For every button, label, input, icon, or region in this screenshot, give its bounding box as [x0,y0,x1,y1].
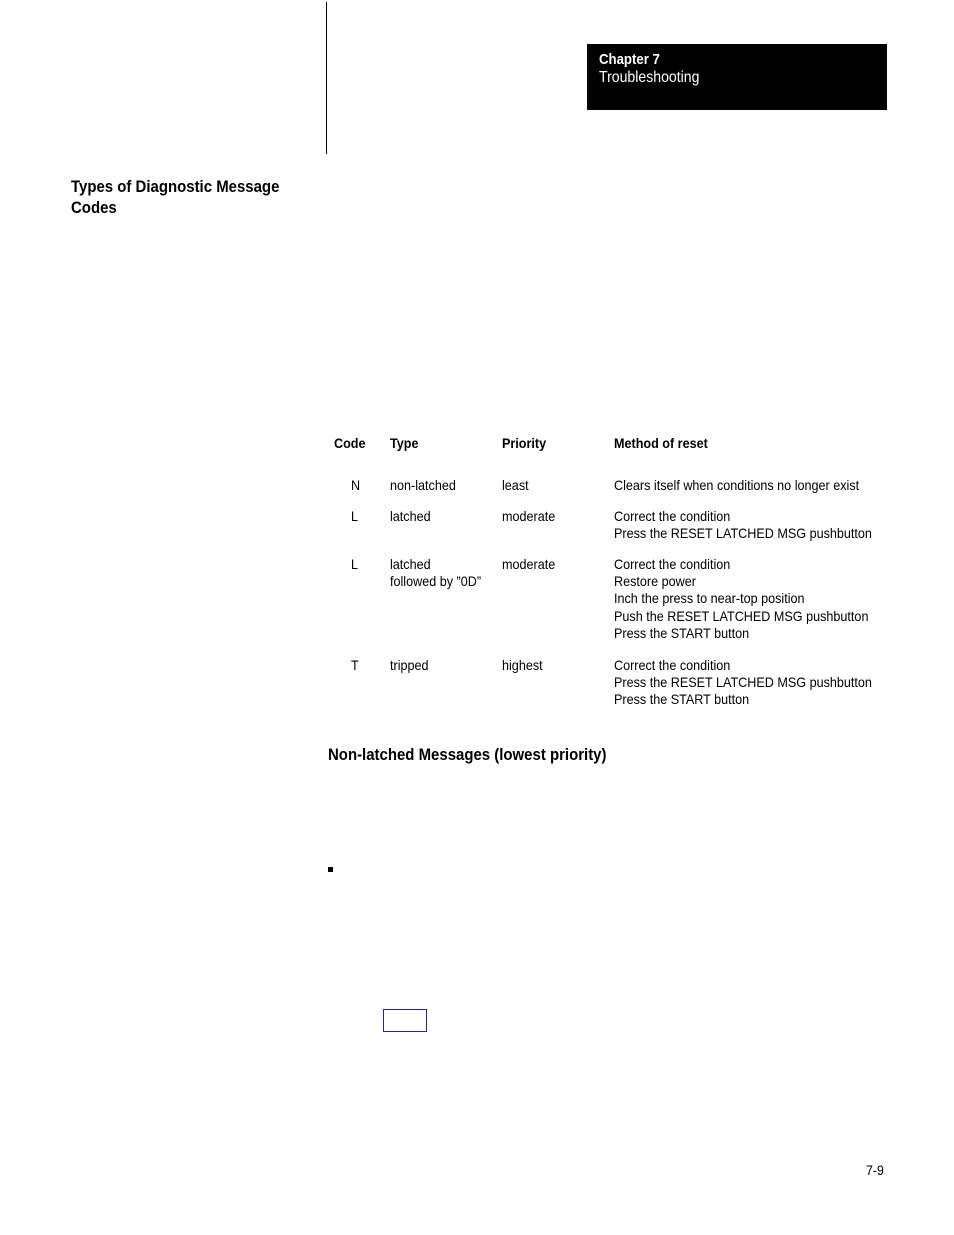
table-row [334,477,894,508]
type-line: followed by ”0D” [390,573,482,590]
type-cell [390,657,429,674]
type-line: latched [390,508,431,524]
chapter-header [587,44,887,110]
type-line: tripped [390,657,429,673]
code-cell: N [351,477,361,493]
column-header-method: Method of reset [614,435,708,451]
table-row [334,508,894,556]
method-cell [614,556,868,642]
table-row [334,657,894,717]
method-line: Restore power [614,573,696,590]
type-cell [390,556,481,590]
method-line: Push the RESET LATCHED MSG pushbutton [614,607,869,624]
priority-cell: least [502,477,529,493]
method-cell [614,508,872,542]
column-header-code: Code [334,435,366,451]
side-heading: Types of Diagnostic Message Codes [71,177,280,217]
type-line: non-latched [390,477,456,493]
method-line: Correct the condition [614,508,731,524]
method-cell [614,477,859,494]
method-line: Correct the condition [614,556,731,572]
priority-cell: moderate [502,508,556,524]
type-cell [390,508,431,525]
message-codes-table [334,435,894,717]
chapter-title: Troubleshooting [599,69,700,86]
table-row [334,556,894,657]
bullet-marker [328,867,333,872]
method-line: Correct the condition [614,657,731,673]
priority-cell: moderate [502,556,556,572]
column-header-priority: Priority [502,435,547,451]
code-cell: L [351,508,359,524]
method-cell [614,657,872,709]
page-number: 7-9 [866,1162,884,1178]
chapter-label: Chapter 7 [599,51,660,68]
priority-cell: highest [502,657,543,673]
section-heading: Non-latched Messages (lowest priority) [328,745,607,764]
code-cell: L [351,556,359,572]
code-cell: T [351,657,359,673]
method-line: Inch the press to near-top position [614,590,805,607]
method-line: Press the RESET LATCHED MSG pushbutton [614,674,872,691]
method-line: Press the START button [614,691,750,708]
method-line: Press the RESET LATCHED MSG pushbutton [614,525,872,542]
type-cell [390,477,456,494]
column-header-type: Type [390,435,419,451]
table-header-row [334,435,894,477]
type-line: latched [390,556,431,572]
method-line: Press the START button [614,624,750,641]
method-line: Clears itself when conditions no longer exist [614,477,860,493]
link-box[interactable] [383,1009,427,1032]
margin-rule [326,2,327,154]
